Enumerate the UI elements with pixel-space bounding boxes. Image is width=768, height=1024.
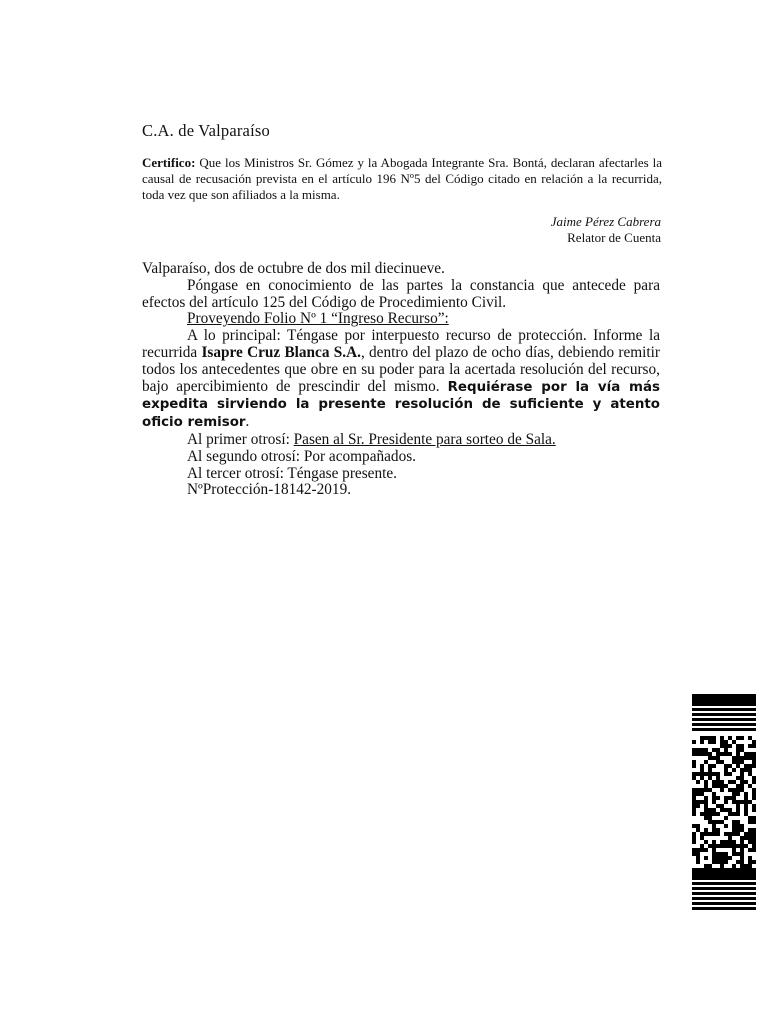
signature-block [551, 214, 661, 246]
case-number: NºProtección-18142-2019. [187, 481, 352, 499]
certificate-text: Que los Ministros Sr. Gómez y la Abogada Integrante Sra. Bontá, declaran afectarles la causal de recusación prevista en el artículo 196 Nº5 del Código citado en relación a la recurrida, toda vez que son afiliados a la misma. [142, 155, 662, 202]
certificate-label: Certifico: [142, 155, 196, 170]
otrosi-2-line: Al segundo otrosí: Por acompañados. [187, 447, 416, 465]
otrosi-1-label: Al primer otrosí: [187, 430, 294, 448]
requierase-text: Requiérase por la vía más expedita sirviendo la presente resolución de suficiente y atento oficio remisor [142, 379, 660, 431]
folio-heading: Proveyendo Folio Nº 1 “Ingreso Recurso”: [187, 310, 449, 328]
certificate-block [142, 155, 662, 203]
verification-barcode [692, 694, 756, 914]
signature-title: Relator de Cuenta [567, 230, 661, 245]
otrosi-3-line: Al tercer otrosí: Téngase presente. [187, 464, 397, 482]
recurrida-name: Isapre Cruz Blanca S.A. [201, 343, 361, 361]
folio-heading-line [142, 311, 660, 328]
barcode-pattern [692, 736, 756, 868]
principal-paragraph [142, 328, 660, 432]
resolution-body [142, 261, 660, 499]
signature-name: Jaime Pérez Cabrera [550, 214, 661, 229]
principal-text-2: , dentro del plazo de ocho días, debiendo remitir todos los antecedentes que obre en su poder para la acertada resolución del recurso, bajo apercibimiento de prescindir del mismo. [142, 343, 660, 395]
resolution-notice: Póngase en conocimiento de las partes la constancia que antecede para efectos del artículo 125 del Código de Procedimiento Civil. [142, 276, 660, 311]
court-header: C.A. de Valparaíso [142, 121, 270, 140]
resolution-date: Valparaíso, dos de octubre de dos mil diecinueve. [142, 260, 445, 277]
principal-text-1: A lo principal: Téngase por interpuesto recurso de protección. Informe la recurrida [142, 327, 660, 361]
otrosi-1-text: Pasen al Sr. Presidente para sorteo de Sala. [293, 430, 556, 448]
requierase-period: . [245, 413, 250, 431]
otrosi-1-line [142, 432, 660, 449]
